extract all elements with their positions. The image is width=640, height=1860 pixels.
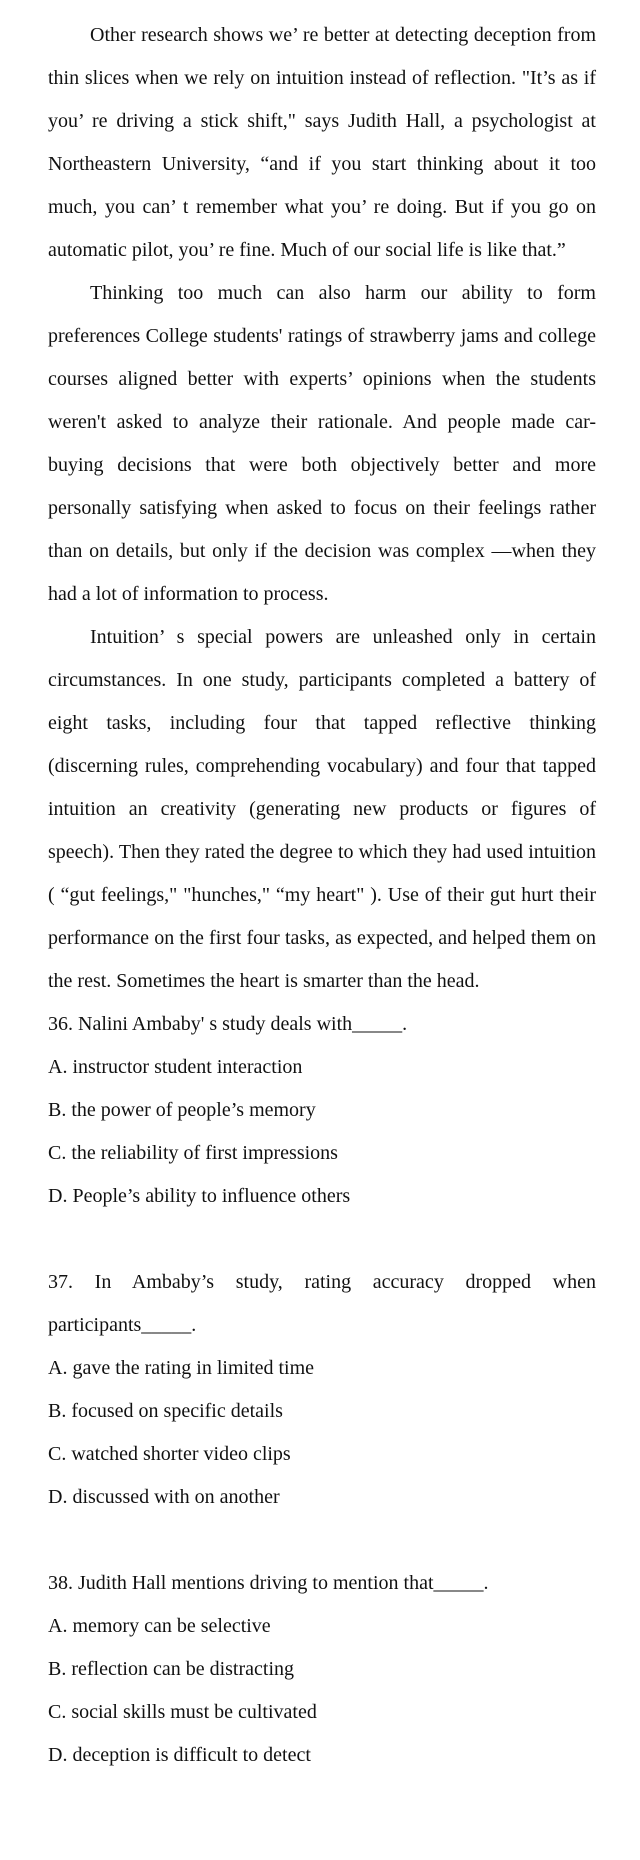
spacer (48, 1218, 596, 1261)
question-37 (48, 1261, 596, 1519)
option-d: D. deception is difficult to detect (48, 1744, 311, 1766)
option-c: C. social skills must be cultivated (48, 1701, 317, 1723)
question-stem: 37. In Ambaby’s study, rating accuracy dropped when participants_____. (48, 1271, 596, 1336)
passage-paragraph-3: Intuition’ s special powers are unleashed only in certain circumstances. In one study, participants completed a battery of eight tasks, including four that tapped reflective thinking (discerning rules, comprehending vocabulary) and four that tapped intuition an creativity (generating new products or figures of speech). Then they rated the degree to which they had used intuition ( “gut feelings," "hunches," “my heart" ). Use of their gut hurt their performance on the first four tasks, as expected, and helped them on the rest. Sometimes the heart is smarter than the head. (48, 626, 596, 992)
option-a: A. gave the rating in limited time (48, 1357, 315, 1379)
passage-paragraph-1: Other research shows we’ re better at detecting deception from thin slices when we rely on intuition instead of reflection. "It’s as if you’ re driving a stick shift," says Judith Hall, a psychologist at Northeastern University, “and if you start thinking about it too much, you can’ t remember what you’ re doing. But if you go on automatic pilot, you’ re fine. Much of our social life is like that.” (48, 24, 596, 261)
option-b: B. the power of people’s memory (48, 1099, 316, 1121)
document-page (48, 14, 596, 1777)
spacer (48, 1519, 596, 1562)
option-b: B. reflection can be distracting (48, 1658, 295, 1680)
passage-paragraph-2: Thinking too much can also harm our ability to form preferences College students' ratings of strawberry jams and college courses aligned better with experts’ opinions when the students weren't asked to analyze their rationale. And people made car-buying decisions that were both objectively better and more personally satisfying when asked to focus on their feelings rather than on details, but only if the decision was complex —when they had a lot of information to process. (48, 282, 596, 605)
option-c: C. watched shorter video clips (48, 1443, 291, 1465)
option-d: D. People’s ability to influence others (48, 1185, 351, 1207)
question-stem: 38. Judith Hall mentions driving to mention that_____. (48, 1572, 489, 1594)
option-c: C. the reliability of first impressions (48, 1142, 338, 1164)
question-stem: 36. Nalini Ambaby' s study deals with_____. (48, 1013, 408, 1035)
option-d: D. discussed with on another (48, 1486, 280, 1508)
option-a: A. instructor student interaction (48, 1056, 303, 1078)
question-38 (48, 1562, 596, 1777)
option-a: A. memory can be selective (48, 1615, 271, 1637)
question-36 (48, 1003, 596, 1218)
option-b: B. focused on specific details (48, 1400, 283, 1422)
